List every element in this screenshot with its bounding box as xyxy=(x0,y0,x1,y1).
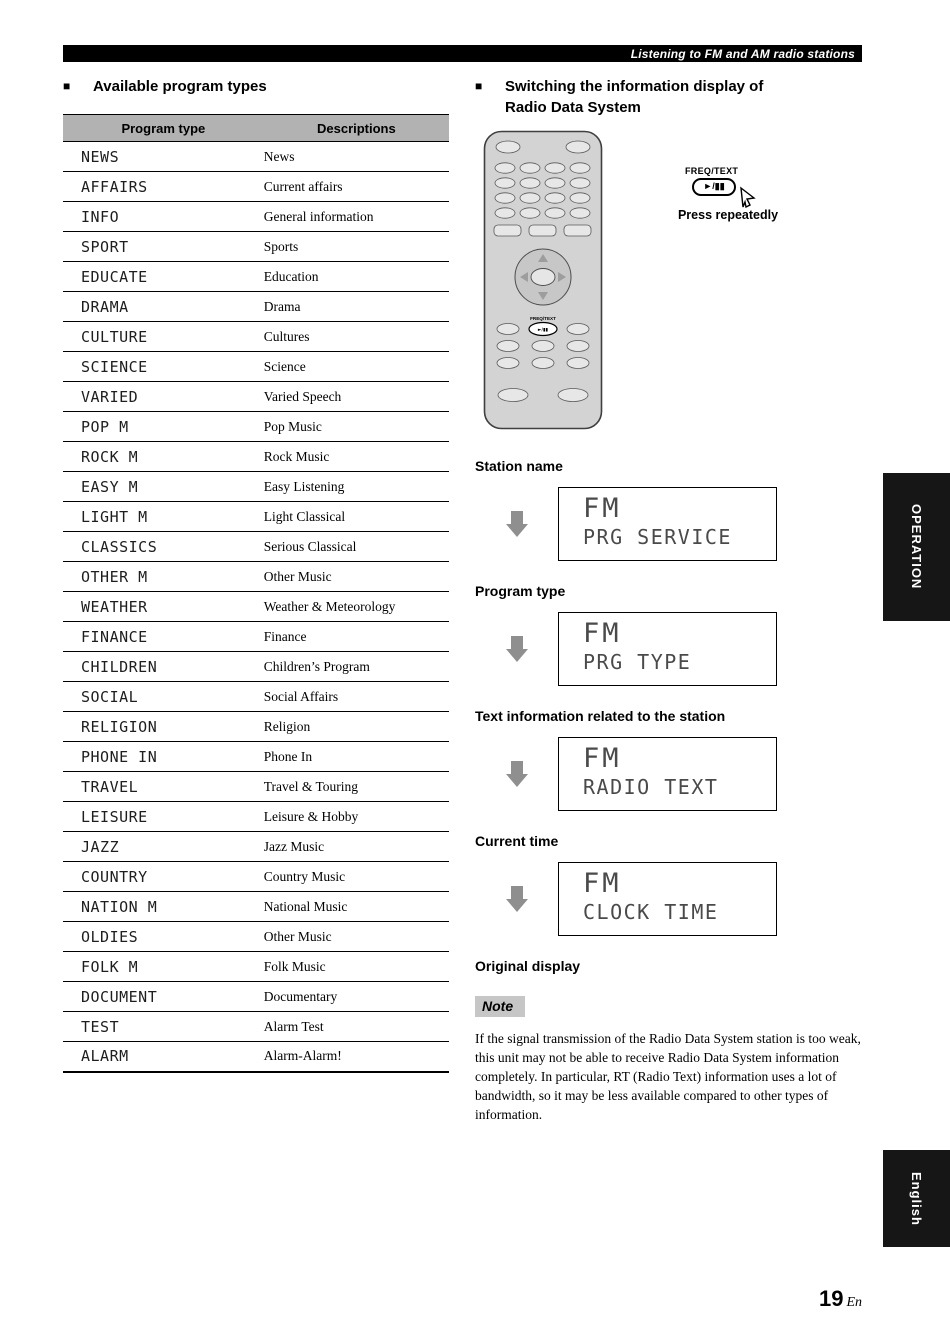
program-desc-cell: Children’s Program xyxy=(264,652,449,682)
program-type-cell: DRAMA xyxy=(63,292,264,322)
table-row xyxy=(63,322,449,352)
table-row xyxy=(63,922,449,952)
table-row xyxy=(63,172,449,202)
program-desc-cell: Alarm-Alarm! xyxy=(264,1042,449,1072)
table-header-row xyxy=(63,115,449,142)
program-type-cell: ROCK M xyxy=(63,442,264,472)
table-row xyxy=(63,202,449,232)
program-desc-cell: Current affairs xyxy=(264,172,449,202)
remote-freq-text-label: FREQ/TEXT xyxy=(530,316,556,321)
program-desc-cell: Easy Listening xyxy=(264,472,449,502)
square-bullet-icon: ■ xyxy=(475,79,483,93)
down-arrow-icon xyxy=(506,636,528,663)
freq-text-button-icon: ►/▮▮ xyxy=(692,178,735,196)
table-row xyxy=(63,892,449,922)
freq-text-callout xyxy=(653,166,803,222)
section-heading-text: Switching the information display of Radio Data System xyxy=(505,78,764,116)
side-tab-language-label: English xyxy=(909,1171,924,1226)
note-text: If the signal transmission of the Radio Data System station is too weak, this unit may not be able to receive Radio Data System information completely. In particular, RT (Radio Text) information uses a lot of bandwidth, so it may be less available compared to other types of information. xyxy=(475,1031,861,1122)
lcd-band-label: FM xyxy=(583,493,622,524)
cursor-pointer-icon xyxy=(737,184,759,208)
press-repeatedly-label: Press repeatedly xyxy=(677,208,779,222)
program-type-cell: JAZZ xyxy=(63,832,264,862)
left-column xyxy=(63,76,449,1073)
section-heading-switching-display xyxy=(475,76,862,118)
freq-text-callout-label: FREQ/TEXT xyxy=(685,166,739,176)
display-section xyxy=(475,708,862,812)
program-type-table xyxy=(63,114,449,1073)
note-label: Note xyxy=(475,996,525,1017)
program-desc-cell: General information xyxy=(264,202,449,232)
table-row xyxy=(63,502,449,532)
table-row xyxy=(63,352,449,382)
program-type-cell: CLASSICS xyxy=(63,532,264,562)
program-type-cell: EDUCATE xyxy=(63,262,264,292)
program-type-cell: COUNTRY xyxy=(63,862,264,892)
table-row xyxy=(63,232,449,262)
side-tab-language xyxy=(883,1150,950,1247)
program-desc-cell: Religion xyxy=(264,712,449,742)
chapter-banner-text: Listening to FM and AM radio stations xyxy=(630,46,855,61)
table-row xyxy=(63,802,449,832)
display-heading: Text information related to the station xyxy=(475,708,726,724)
table-row xyxy=(63,1042,449,1072)
program-desc-cell: National Music xyxy=(264,892,449,922)
display-row xyxy=(475,861,862,937)
lcd-display-box xyxy=(558,487,777,561)
remote-freq-text-button-symbol: ►/▮▮ xyxy=(537,328,549,333)
table-row xyxy=(63,592,449,622)
program-table-body xyxy=(63,142,449,1072)
program-desc-cell: Travel & Touring xyxy=(264,772,449,802)
program-desc-cell: Cultures xyxy=(264,322,449,352)
program-type-cell: NATION M xyxy=(63,892,264,922)
section-heading-text: Available program types xyxy=(93,78,267,95)
section-heading-program-types xyxy=(63,76,449,97)
display-sections xyxy=(475,458,862,937)
program-type-cell: WEATHER xyxy=(63,592,264,622)
original-display-label: Original display xyxy=(475,958,581,974)
table-row xyxy=(63,142,449,172)
program-type-cell: SCIENCE xyxy=(63,352,264,382)
column-header-descriptions: Descriptions xyxy=(264,115,449,142)
table-row xyxy=(63,622,449,652)
display-heading: Current time xyxy=(475,833,559,849)
program-desc-cell: Pop Music xyxy=(264,412,449,442)
program-desc-cell: Finance xyxy=(264,622,449,652)
page-number: 19 xyxy=(818,1286,844,1311)
lcd-display-box xyxy=(558,737,777,811)
chapter-banner xyxy=(63,45,862,62)
program-desc-cell: Varied Speech xyxy=(264,382,449,412)
program-type-cell: OLDIES xyxy=(63,922,264,952)
program-type-cell: CHILDREN xyxy=(63,652,264,682)
program-desc-cell: Science xyxy=(264,352,449,382)
display-row xyxy=(475,611,862,687)
program-desc-cell: Phone In xyxy=(264,742,449,772)
program-type-cell: VARIED xyxy=(63,382,264,412)
program-type-cell: RELIGION xyxy=(63,712,264,742)
display-section xyxy=(475,583,862,687)
table-row xyxy=(63,1012,449,1042)
table-row xyxy=(63,532,449,562)
side-tab-operation-label: OPERATION xyxy=(909,504,924,590)
program-type-cell: TEST xyxy=(63,1012,264,1042)
lcd-mode-label: PRG TYPE xyxy=(583,650,692,674)
table-row xyxy=(63,682,449,712)
program-desc-cell: Rock Music xyxy=(264,442,449,472)
program-type-cell: INFO xyxy=(63,202,264,232)
table-row xyxy=(63,862,449,892)
program-type-cell: SOCIAL xyxy=(63,682,264,712)
lcd-mode-label: PRG SERVICE xyxy=(583,525,732,549)
table-row xyxy=(63,982,449,1012)
table-row xyxy=(63,472,449,502)
program-type-cell: AFFAIRS xyxy=(63,172,264,202)
program-desc-cell: Country Music xyxy=(264,862,449,892)
display-row xyxy=(475,486,862,562)
program-desc-cell: Drama xyxy=(264,292,449,322)
table-row xyxy=(63,742,449,772)
program-type-cell: CULTURE xyxy=(63,322,264,352)
lcd-mode-label: RADIO TEXT xyxy=(583,775,719,799)
program-type-cell: OTHER M xyxy=(63,562,264,592)
table-row xyxy=(63,262,449,292)
down-arrow-icon xyxy=(506,886,528,913)
program-desc-cell: Documentary xyxy=(264,982,449,1012)
table-row xyxy=(63,562,449,592)
program-desc-cell: Leisure & Hobby xyxy=(264,802,449,832)
program-desc-cell: Weather & Meteorology xyxy=(264,592,449,622)
display-heading: Program type xyxy=(475,583,566,599)
down-arrow-icon xyxy=(506,761,528,788)
program-desc-cell: Education xyxy=(264,262,449,292)
side-tab-operation xyxy=(883,473,950,621)
display-section xyxy=(475,458,862,562)
program-type-cell: DOCUMENT xyxy=(63,982,264,1012)
program-desc-cell: Other Music xyxy=(264,562,449,592)
display-section xyxy=(475,833,862,937)
program-desc-cell: News xyxy=(264,142,449,172)
lcd-display-box xyxy=(558,862,777,936)
table-row xyxy=(63,382,449,412)
program-type-cell: SPORT xyxy=(63,232,264,262)
table-row xyxy=(63,772,449,802)
lcd-mode-label: CLOCK TIME xyxy=(583,900,719,924)
table-row xyxy=(63,952,449,982)
program-desc-cell: Serious Classical xyxy=(264,532,449,562)
down-arrow-icon xyxy=(506,511,528,538)
display-heading: Station name xyxy=(475,458,563,474)
program-type-cell: ALARM xyxy=(63,1042,264,1072)
program-desc-cell: Social Affairs xyxy=(264,682,449,712)
program-desc-cell: Jazz Music xyxy=(264,832,449,862)
square-bullet-icon: ■ xyxy=(63,79,71,93)
table-row xyxy=(63,292,449,322)
table-row xyxy=(63,442,449,472)
lcd-band-label: FM xyxy=(583,618,622,649)
right-column xyxy=(475,76,862,1124)
page-language-suffix: En xyxy=(846,1295,862,1310)
program-type-cell: EASY M xyxy=(63,472,264,502)
program-desc-cell: Folk Music xyxy=(264,952,449,982)
program-type-cell: LIGHT M xyxy=(63,502,264,532)
program-type-cell: LEISURE xyxy=(63,802,264,832)
table-row xyxy=(63,412,449,442)
program-type-cell: TRAVEL xyxy=(63,772,264,802)
table-row xyxy=(63,712,449,742)
program-desc-cell: Alarm Test xyxy=(264,1012,449,1042)
lcd-band-label: FM xyxy=(583,743,622,774)
program-desc-cell: Light Classical xyxy=(264,502,449,532)
program-type-cell: FOLK M xyxy=(63,952,264,982)
program-desc-cell: Sports xyxy=(264,232,449,262)
program-type-cell: FINANCE xyxy=(63,622,264,652)
lcd-display-box xyxy=(558,612,777,686)
remote-control-illustration xyxy=(483,130,603,430)
display-row xyxy=(475,736,862,812)
remote-illustration-area xyxy=(475,130,862,430)
table-row xyxy=(63,652,449,682)
program-type-cell: PHONE IN xyxy=(63,742,264,772)
program-type-cell: POP M xyxy=(63,412,264,442)
program-desc-cell: Other Music xyxy=(264,922,449,952)
page-footer xyxy=(819,1286,862,1312)
program-type-cell: NEWS xyxy=(63,142,264,172)
table-row xyxy=(63,832,449,862)
lcd-band-label: FM xyxy=(583,868,622,899)
column-header-program-type: Program type xyxy=(63,115,264,142)
